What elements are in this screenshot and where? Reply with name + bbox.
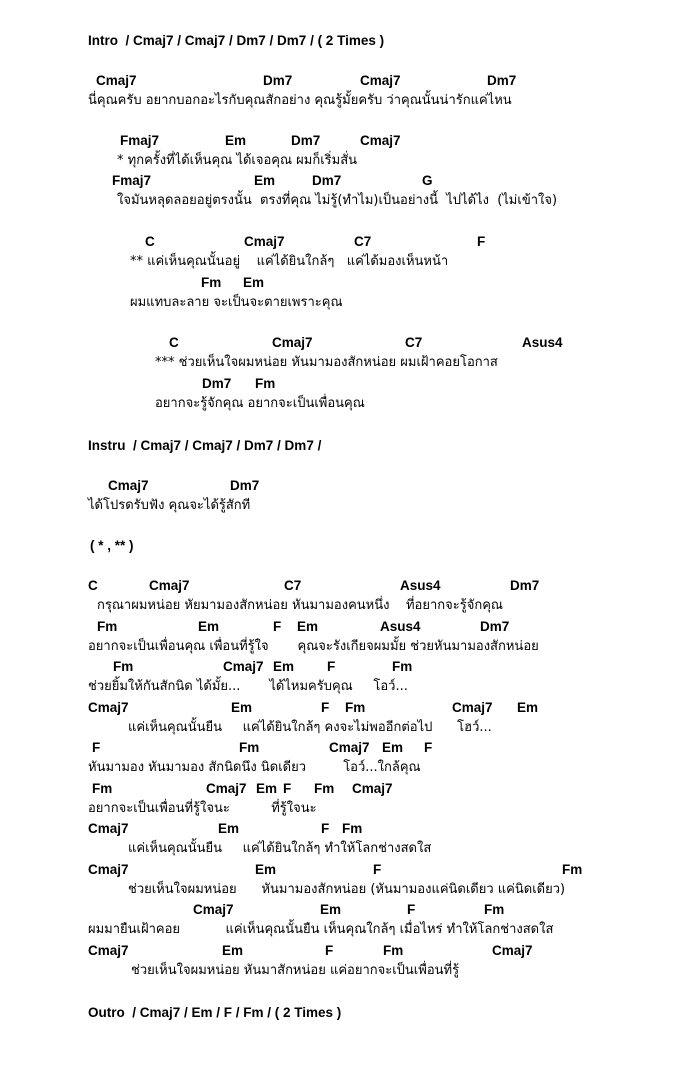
chord-symbol: Fm: [113, 659, 134, 674]
lyric-row: [0, 252, 686, 272]
chord-symbol: Dm7: [263, 73, 293, 88]
chord-symbol: F: [424, 740, 433, 755]
chord-row: [0, 232, 686, 252]
lyric-row: [0, 718, 686, 738]
chord-row: [0, 698, 686, 718]
lyric-row: [0, 880, 686, 900]
chord-symbol: Dm7: [312, 173, 342, 188]
chord-symbol: Cmaj7: [329, 740, 370, 755]
lyric-text: แค่เห็นคุณนั้นยืน แค่ได้ยินใกล้ๆ ทำให้โลกช่างสดใส: [128, 841, 432, 856]
chord-symbol: Dm7: [487, 73, 517, 88]
chord-symbol: Fm: [92, 781, 113, 796]
lyric-text: ช่วยเห็นใจผมหน่อย หันมามองสักหน่อย (หันมามองแค่นิดเดียว แค่นิดเดียว): [128, 882, 566, 897]
chord-symbol: Em: [273, 659, 295, 674]
chord-symbol: Fm: [314, 781, 335, 796]
lyric-text: อยากจะเป็นเพื่อนที่รู้ใจนะ ที่รู้ใจนะ: [88, 801, 317, 816]
lyric-text: ช่วยเห็นใจผมหน่อย หันมาสักหน่อย แค่อยากจะเป็นเพื่อนที่รู้: [131, 963, 460, 978]
lyric-text: ช่วยยิ้มให้กันสักนิด ได้มั้ย... ได้ไหมครับคุณ โอว์...: [88, 679, 408, 694]
chord-symbol: F: [407, 902, 416, 917]
lyric-text: กรุณาผมหน่อย หัยมามองสักหน่อย หันมามองคนหนึ่ง ที่อยากจะรู้จักคุณ: [97, 598, 503, 613]
lyric-text: อยากจะรู้จักคุณ อยากจะเป็นเพื่อนคุณ: [155, 396, 365, 411]
chord-symbol: Fm: [97, 619, 118, 634]
lyric-text: อยากจะเป็นเพื่อนคุณ เพื่อนที่รู้ใจ คุณจะรังเกียจผมมั้ย ช่วยหันมามองสักหน่อย: [88, 639, 539, 654]
lyric-text: หันมามอง หันมามอง สักนิดนึง นิดเดียว โอว์...ใกล้คุณ: [88, 760, 421, 775]
chord-symbol: Cmaj7: [272, 335, 313, 350]
chord-symbol: Em: [254, 173, 276, 188]
chord-symbol: Em: [255, 862, 277, 877]
chord-symbol: Fm: [562, 862, 583, 877]
chord-row: [0, 374, 686, 394]
chord-symbol: Em: [218, 821, 240, 836]
chord-symbol: Em: [225, 133, 247, 148]
instru-line: Instru / Cmaj7 / Cmaj7 / Dm7 / Dm7 /: [88, 438, 322, 453]
chord-symbol: Em: [222, 943, 244, 958]
chord-symbol: Cmaj7: [352, 781, 393, 796]
chord-row: [0, 171, 686, 191]
chord-symbol: Fm: [392, 659, 413, 674]
chord-symbol: Asus4: [522, 335, 563, 350]
chord-symbol: Cmaj7: [206, 781, 247, 796]
chord-symbol: C: [88, 578, 98, 593]
chord-symbol: Fm: [201, 275, 222, 290]
chord-row: [0, 71, 686, 91]
chord-symbol: Em: [256, 781, 278, 796]
lyric-text: ผมแทบละลาย จะเป็นจะตายเพราะคุณ: [130, 295, 343, 310]
chord-row: [0, 476, 686, 496]
chord-symbol: Fm: [383, 943, 404, 958]
chord-symbol: Cmaj7: [223, 659, 264, 674]
chord-symbol: Cmaj7: [88, 821, 129, 836]
chord-symbol: F: [321, 700, 330, 715]
chord-symbol: Cmaj7: [360, 133, 401, 148]
chord-symbol: G: [422, 173, 433, 188]
chord-symbol: F: [321, 821, 330, 836]
chord-symbol: Em: [243, 275, 265, 290]
chord-symbol: Dm7: [291, 133, 321, 148]
chord-symbol: Asus4: [400, 578, 441, 593]
chord-symbol: Fm: [255, 376, 276, 391]
chord-row: [0, 860, 686, 880]
chord-symbol: Dm7: [480, 619, 510, 634]
chord-symbol: C: [169, 335, 179, 350]
repeat-marker: ( * , ** ): [90, 538, 134, 553]
chord-symbol: Cmaj7: [244, 234, 285, 249]
chord-symbol: F: [373, 862, 382, 877]
chord-symbol: F: [92, 740, 101, 755]
chord-symbol: Cmaj7: [193, 902, 234, 917]
chord-symbol: Fm: [484, 902, 505, 917]
chord-symbol: Dm7: [510, 578, 540, 593]
lyric-row: [0, 758, 686, 778]
chord-symbol: Fm: [342, 821, 363, 836]
chord-row: [0, 333, 686, 353]
lyric-text: แค่เห็นคุณนั้นยืน แค่ได้ยินใกล้ๆ คงจะไม่พออีกต่อไป โฮว์...: [128, 720, 492, 735]
chord-symbol: Cmaj7: [492, 943, 533, 958]
lyric-text: ได้โปรดรับฟัง คุณจะได้รู้สักที: [88, 498, 251, 513]
chord-symbol: Cmaj7: [96, 73, 137, 88]
chord-symbol: F: [327, 659, 336, 674]
lyric-text: *** ช่วยเห็นใจผมหน่อย หันมามองสักหน่อย ผมเฝ้าคอยโอกาส: [155, 355, 498, 370]
chord-row: [0, 576, 686, 596]
chord-row: [0, 779, 686, 799]
chord-symbol: Em: [198, 619, 220, 634]
lyric-row: [0, 637, 686, 657]
chord-symbol: Cmaj7: [88, 943, 129, 958]
chord-symbol: Fm: [345, 700, 366, 715]
chord-symbol: Cmaj7: [88, 700, 129, 715]
chord-symbol: Fmaj7: [112, 173, 152, 188]
chord-symbol: Dm7: [230, 478, 260, 493]
lyric-row: [0, 151, 686, 171]
chord-symbol: Em: [231, 700, 253, 715]
chord-symbol: Fm: [239, 740, 260, 755]
lyric-row: [0, 799, 686, 819]
chord-symbol: F: [283, 781, 292, 796]
chord-row: [0, 657, 686, 677]
chord-symbol: Cmaj7: [108, 478, 149, 493]
chord-symbol: Cmaj7: [452, 700, 493, 715]
lyric-text: * ทุกครั้งที่ได้เห็นคุณ ได้เจอคุณ ผมก็เริ่มสั่น: [117, 153, 358, 168]
lyric-row: [0, 191, 686, 211]
chord-row: [0, 738, 686, 758]
outro-line: Outro / Cmaj7 / Em / F / Fm / ( 2 Times ): [88, 1005, 342, 1020]
intro-line: Intro / Cmaj7 / Cmaj7 / Dm7 / Dm7 / ( 2 Times ): [88, 33, 385, 48]
chord-symbol: Fmaj7: [120, 133, 160, 148]
chord-symbol: C7: [354, 234, 372, 249]
lyric-row: [0, 961, 686, 981]
lyric-row: [0, 353, 686, 373]
chord-symbol: F: [477, 234, 486, 249]
chord-row: [0, 941, 686, 961]
chord-symbol: Em: [517, 700, 539, 715]
chord-symbol: Em: [297, 619, 319, 634]
chord-row: [0, 273, 686, 293]
chord-symbol: F: [273, 619, 282, 634]
chord-row: [0, 819, 686, 839]
chord-symbol: C7: [284, 578, 302, 593]
chord-row: [0, 617, 686, 637]
lyric-text: นี่คุณครับ อยากบอกอะไรกับคุณสักอย่าง คุณรู้มั้ยครับ ว่าคุณนั้นน่ารักแค่ไหน: [88, 93, 512, 108]
chord-symbol: C: [145, 234, 155, 249]
chord-row: [0, 900, 686, 920]
lyric-row: [0, 293, 686, 313]
chord-symbol: Dm7: [202, 376, 232, 391]
lyric-row: [0, 496, 686, 516]
chord-symbol: Cmaj7: [149, 578, 190, 593]
lyric-row: [0, 920, 686, 940]
lyric-text: ผมมายืนเฝ้าคอย แค่เห็นคุณนั้นยืน เห็นคุณใกล้ๆ เมื่อไหร่ ทำให้โลกช่างสดใส: [88, 922, 554, 937]
chord-symbol: C7: [405, 335, 423, 350]
chord-symbol: Cmaj7: [88, 862, 129, 877]
chord-row: [0, 131, 686, 151]
chord-symbol: Asus4: [380, 619, 421, 634]
lyric-row: [0, 91, 686, 111]
chord-symbol: Em: [382, 740, 404, 755]
lyric-text: ** แค่เห็นคุณนั้นอยู่ แค่ได้ยินใกล้ๆ แค่ได้มองเห็นหน้า: [130, 254, 449, 269]
lyric-row: [0, 677, 686, 697]
lyric-row: [0, 394, 686, 414]
lyric-row: [0, 839, 686, 859]
chord-symbol: Cmaj7: [360, 73, 401, 88]
chord-symbol: F: [325, 943, 334, 958]
chord-symbol: Em: [320, 902, 342, 917]
lyric-text: ใจมันหลุดลอยอยู่ตรงนั้น ตรงที่คุณ ไม่รู้(ทำไม)เป็นอย่างนี้ ไปได้ไง (ไม่เข้าใจ): [117, 193, 558, 208]
lyric-row: [0, 596, 686, 616]
